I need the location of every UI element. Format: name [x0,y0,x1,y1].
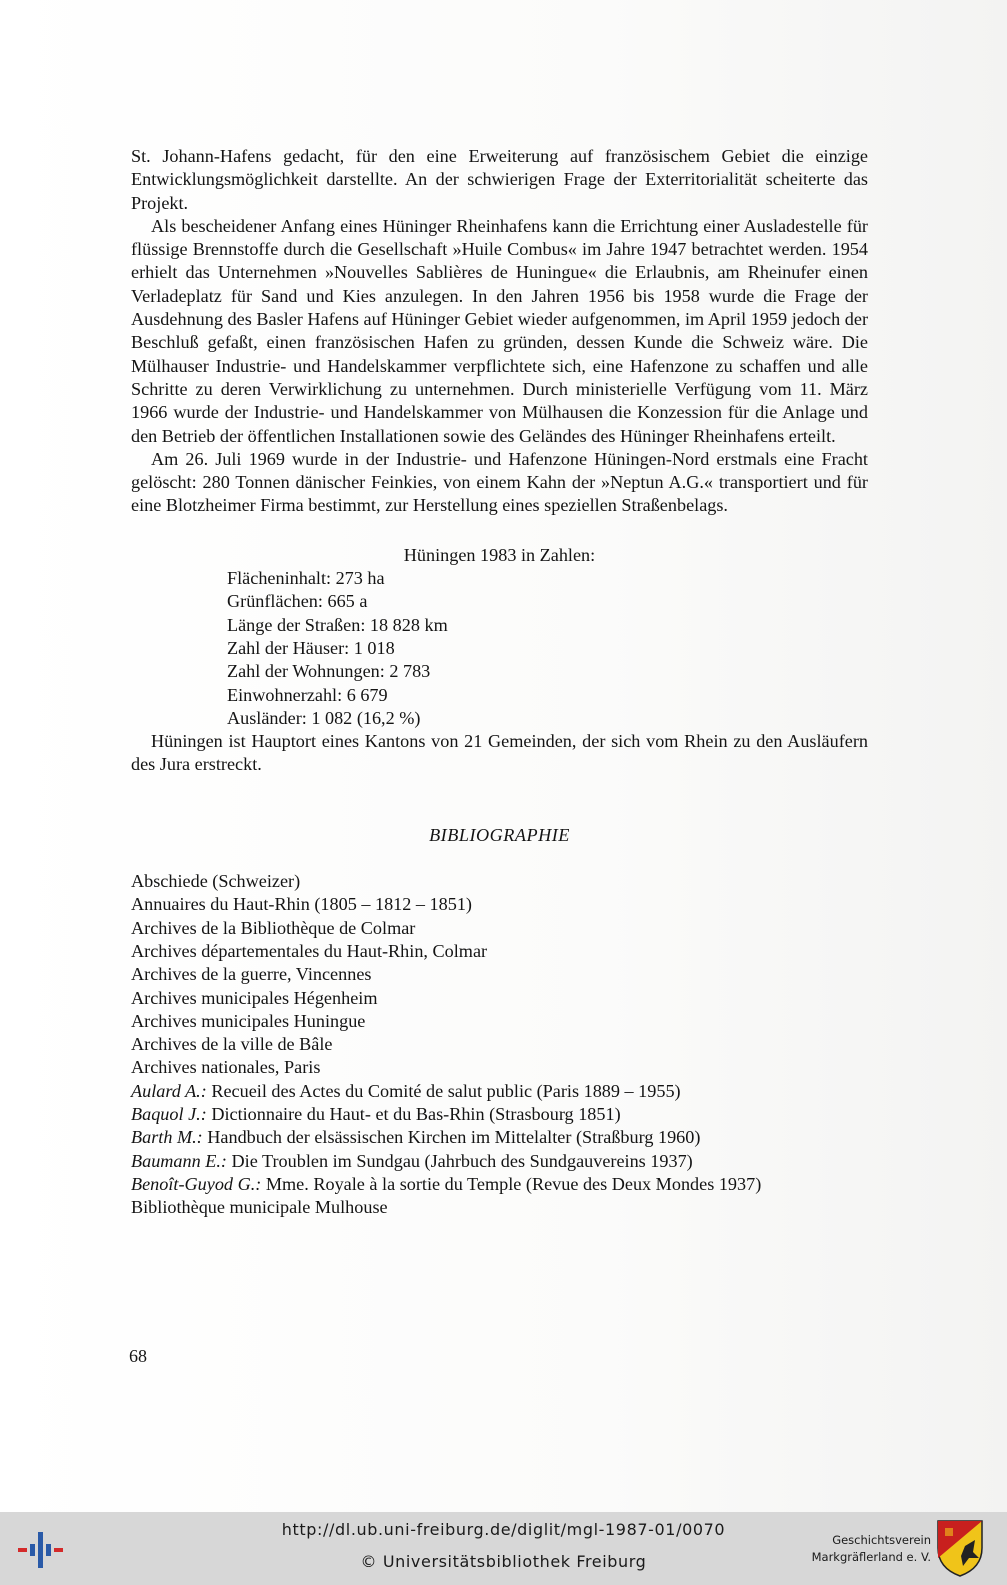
stats-closing: Hüningen ist Hauptort eines Kantons von 21 Gemeinden, der sich vom Rhein zu den Ausläufern des Jura erstreckt. [131,731,868,775]
coat-of-arms-icon [935,1518,985,1578]
bibliography-entry [131,893,868,916]
entry-text: Archives nationales, Paris [131,1057,321,1078]
entry-text: Annuaires du Haut-Rhin (1805 – 1812 – 1851) [131,894,472,915]
bibliography-entry [131,917,868,940]
society-line: Geschichtsverein [832,1533,931,1547]
stats-title: Hüningen 1983 in Zahlen: [403,544,596,565]
entry-text: Die Troublen im Sundgau (Jahrbuch des Sundgauvereins 1937) [226,1150,693,1171]
stats-item: Zahl der Häuser: 1 018 [227,637,395,658]
page-number: 68 [129,1346,147,1366]
bibliography-entry [131,987,868,1010]
entry-text: Abschiede (Schweizer) [131,871,301,892]
stats-item: Länge der Straßen: 18 828 km [227,614,448,635]
entry-text: Handbuch der elsässischen Kirchen im Mittelalter (Straßburg 1960) [202,1127,701,1148]
bibliography-entry [131,963,868,986]
bibliography-entry [131,1196,868,1219]
entry-text: Archives municipales Hégenheim [131,987,378,1008]
entry-text: Dictionnaire du Haut- et du Bas-Rhin (Strasbourg 1851) [206,1103,621,1124]
entry-author: Baumann E.: [131,1150,227,1171]
society-name [812,1532,931,1566]
stats-item: Zahl der Wohnungen: 2 783 [227,661,431,682]
bibliography-heading: BIBLIOGRAPHIE [429,824,570,845]
bibliography-entry [131,870,868,893]
bibliography-entry [131,1010,868,1033]
stats-list [227,567,868,730]
stats-item: Flächeninhalt: 273 ha [227,568,385,589]
paragraph: Als bescheidener Anfang eines Hüninger Rheinhafens kann die Errichtung einer Ausladestelle für flüssige Brennstoffe durch die Gesellschaft »Huile Combus« im Jahre 1947 betrachtet werden. 1954 erhielt das Unternehmen »Nouvelles Sablières de Huningue« die Erlaubnis, am Rheinufer einen Verladeplatz für Sand und Kies anzulegen. In den Jahren 1956 bis 1958 wurde die Frage der Ausdehnung des Basler Hafens auf Hüninger Gebiet wieder aufgenommen, im April 1959 jedoch der Beschluß gefaßt, einen französischen Hafen zu gründen, dessen Kunde die Schweiz wäre. Die Mülhauser Industrie- und Handelskammer verpflichtete sich, eine Hafenzone zu schaffen und alle Schritte zu deren Verwirklichung zu unternehmen. Durch ministerielle Verfügung vom 11. März 1966 wurde der Industrie- und Handelskammer von Mülhausen die Konzession für die Anlage und den Betrieb der öffentlichen Installationen sowie des Geländes des Hüninger Rheinhafens erteilt. [131,215,868,446]
entry-text: Archives de la ville de Bâle [131,1034,333,1055]
footer-bar [0,1512,1007,1585]
stats-item: Einwohnerzahl: 6 679 [227,684,388,705]
paragraph: St. Johann-Hafens gedacht, für den eine Erweiterung auf französischem Gebiet die einzige Entwicklungsmöglichkeit darstellte. An der schwierigen Frage der Exterritorialität scheiterte das Projekt. [131,146,868,213]
entry-text: Archives départementales du Haut-Rhin, Colmar [131,940,488,961]
society-line: Markgräflerland e. V. [811,1550,931,1564]
copyright-notice: © Universitätsbibliothek Freiburg [360,1552,647,1571]
bibliography-entry [131,1080,868,1103]
bibliography-entry [131,1150,868,1173]
entry-author: Barth M.: [131,1127,203,1148]
entry-author: Baquol J.: [131,1103,207,1124]
entry-text: Mme. Royale à la sortie du Temple (Revue des Deux Mondes 1937) [261,1173,762,1194]
bibliography-entry [131,940,868,963]
entry-author: Benoît-Guyod G.: [131,1173,262,1194]
bibliography-entry [131,1033,868,1056]
stats-item: Grünflächen: 665 a [227,591,368,612]
bibliography-entry [131,1103,868,1126]
paragraph: Am 26. Juli 1969 wurde in der Industrie- und Hafenzone Hüningen-Nord erstmals eine Fracht gelöscht: 280 Tonnen dänischer Feinkies, von einem Kahn der »Neptun A.G.« transportiert und für eine Blotzheimer Firma bestimmt, zur Herstellung eines speziellen Straßenbelags. [131,448,868,516]
entry-text: Recueil des Actes du Comité de salut public (Paris 1889 – 1955) [206,1080,681,1101]
page-body [131,145,868,1219]
entry-text: Archives de la Bibliothèque de Colmar [131,917,416,938]
bibliography-entry [131,1056,868,1079]
entry-text: Archives de la guerre, Vincennes [131,964,372,985]
entry-author: Aulard A.: [131,1080,207,1101]
entry-text: Bibliothèque municipale Mulhouse [131,1197,388,1218]
bibliography-list [131,870,868,1219]
bibliography-entry [131,1126,868,1149]
bibliography-entry [131,1173,868,1196]
source-url-link[interactable]: http://dl.ub.uni-freiburg.de/diglit/mgl-1987-01/0070 [281,1520,726,1539]
entry-text: Archives municipales Huningue [131,1010,366,1031]
stats-item: Ausländer: 1 082 (16,2 %) [227,707,421,728]
